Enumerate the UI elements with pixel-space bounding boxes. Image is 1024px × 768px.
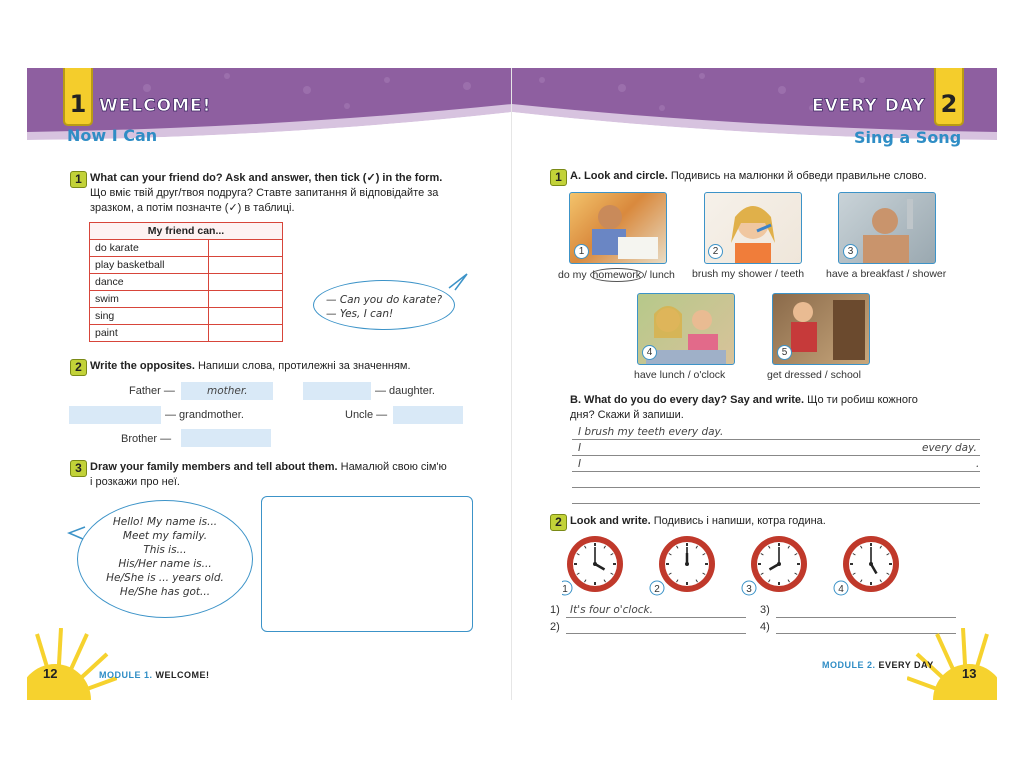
tick-cell[interactable]: [209, 257, 283, 274]
table-cell-activity: play basketball: [90, 257, 209, 274]
spine-divider: [511, 68, 512, 700]
page-number: 12: [43, 666, 58, 681]
sentence-end: every day.: [922, 442, 977, 454]
unit-title: WELCOME!: [99, 96, 212, 116]
sample-answer: It's four o'clock.: [570, 604, 653, 616]
module-title: EVERY DAY: [878, 660, 934, 670]
exercise-2-instruction: [570, 514, 980, 529]
photo-number: 4: [642, 345, 657, 360]
bubble-tail: [67, 523, 87, 545]
instruction-bold: Write the opposites.: [90, 360, 195, 372]
footer-module: [99, 670, 210, 680]
unit-title: EVERY DAY: [812, 96, 926, 116]
sample-answer: mother.: [207, 385, 248, 397]
caption-suffix: / lunch: [643, 269, 675, 281]
tick-cell[interactable]: [209, 325, 283, 342]
writing-line[interactable]: [572, 439, 980, 440]
dialogue-question: — Can you do karate?: [326, 294, 443, 306]
sentence-start: I: [578, 458, 582, 470]
answer-line[interactable]: [776, 617, 956, 618]
exercise-number: 2: [70, 359, 87, 376]
table-cell-activity: sing: [90, 308, 209, 325]
tick-cell[interactable]: [209, 308, 283, 325]
writing-line[interactable]: [572, 503, 980, 504]
tick-cell[interactable]: [209, 291, 283, 308]
page-number: 13: [962, 666, 977, 681]
friend-can-table: [89, 222, 283, 342]
clock-face: [659, 536, 715, 592]
textbook-spread: [27, 68, 997, 700]
instruction-line: зразком, а потім позначте (✓) в таблиці.: [90, 202, 295, 214]
exercise-number: 1: [70, 171, 87, 188]
photo-number: 5: [777, 345, 792, 360]
grandmother-label: — grandmother.: [165, 409, 244, 421]
instruction-rest: Напиши слова, протилежні за значенням.: [197, 360, 411, 372]
sentence-end: .: [976, 458, 980, 470]
answer-label: 2): [550, 621, 560, 633]
unit-number-badge: 1: [63, 68, 93, 126]
right-page: [512, 68, 997, 700]
exercise-number: 2: [550, 514, 567, 531]
instruction-bold: Draw your family members and tell about them.: [90, 461, 338, 473]
answer-line[interactable]: [566, 633, 746, 634]
table-row: [90, 257, 283, 274]
instruction-bold: Look and write.: [570, 515, 651, 527]
instruction-rest: Подивись і напиши, котра година.: [653, 515, 826, 527]
instruction-rest: Подивись на малюнки й обведи правильне слово.: [670, 170, 927, 182]
clock-number: 2: [654, 584, 660, 595]
exercise-2-instruction: [90, 359, 490, 374]
module-label: MODULE 2.: [822, 660, 876, 670]
instruction-line: дня? Скажи й запиши.: [570, 409, 684, 421]
table-cell-activity: dance: [90, 274, 209, 291]
dialogue-answer: — Yes, I can!: [326, 308, 394, 320]
exercise-1a-instruction: [570, 169, 980, 184]
table-row: [90, 274, 283, 291]
bubble-tail: [447, 272, 469, 292]
clock-face: [567, 536, 623, 592]
answer-field[interactable]: [69, 406, 161, 424]
right-header: [512, 68, 997, 146]
prompt-line: He/She has got...: [119, 586, 211, 598]
instruction-bold: A. Look and circle.: [570, 170, 668, 182]
table-row: [90, 240, 283, 257]
instruction-bold: What can your friend do? Ask and answer, then tick (✓) in the form.: [90, 172, 443, 184]
module-title: WELCOME!: [155, 670, 210, 680]
father-label: Father —: [129, 385, 175, 397]
drawing-area[interactable]: [261, 496, 473, 632]
writing-line[interactable]: [572, 487, 980, 488]
table-cell-activity: do karate: [90, 240, 209, 257]
exercise-1-instruction: [90, 171, 490, 216]
prompt-line: He/She is ... years old.: [106, 572, 224, 584]
clock-face: [843, 536, 899, 592]
left-header: [27, 68, 512, 146]
prompt-line: Hello! My name is...: [112, 516, 218, 528]
sun-decoration: [27, 628, 117, 700]
section-subtitle: Now I Can: [67, 126, 158, 145]
clock-row: [562, 534, 962, 598]
clock-number: 1: [562, 584, 568, 595]
answer-label: 1): [550, 604, 560, 616]
tick-cell[interactable]: [209, 240, 283, 257]
tick-cell[interactable]: [209, 274, 283, 291]
photo-number: 3: [843, 244, 858, 259]
answer-field[interactable]: [181, 429, 271, 447]
exercise-number: 3: [70, 460, 87, 477]
instruction-rest: Намалюй свою сім'ю: [340, 461, 447, 473]
exercise-number: 1: [550, 169, 567, 186]
exercise-1b-instruction: [570, 393, 980, 423]
dialogue-bubble: [313, 280, 455, 330]
section-subtitle: Sing a Song: [854, 128, 962, 147]
photo-caption: have a breakfast / shower: [826, 268, 947, 280]
answer-label: 4): [760, 621, 770, 633]
exercise-3-instruction: [90, 460, 490, 490]
sentence-start: I: [578, 442, 582, 454]
photo-caption: brush my shower / teeth: [692, 268, 805, 280]
photo-number: 1: [574, 244, 589, 259]
photo-caption: have lunch / o'clock: [634, 369, 726, 381]
sample-sentence: I brush my teeth every day.: [578, 426, 724, 438]
clock-face: [751, 536, 807, 592]
answer-field[interactable]: [393, 406, 463, 424]
photo-number: 2: [708, 244, 723, 259]
answer-label: 3): [760, 604, 770, 616]
table-row: [90, 325, 283, 342]
left-page: [27, 68, 512, 700]
unit-number-badge: 2: [934, 68, 964, 126]
clock-number: 3: [746, 584, 752, 595]
footer-module: [822, 660, 934, 670]
prompt-line: Meet my family.: [122, 530, 208, 542]
instruction-line: Що вміє твій друг/твоя подруга? Ставте запитання й відповідайте за: [90, 187, 439, 199]
table-cell-activity: swim: [90, 291, 209, 308]
instruction-bold: B. What do you do every day? Say and write.: [570, 394, 805, 406]
writing-line[interactable]: [572, 455, 980, 456]
speech-bubble-prompts: [77, 500, 253, 618]
caption-prefix: do my: [558, 269, 590, 281]
instruction-line: і розкажи про неї.: [90, 476, 180, 488]
answer-field[interactable]: [303, 382, 371, 400]
prompt-line: This is...: [143, 544, 187, 556]
brother-label: Brother —: [121, 433, 172, 445]
photo-caption: get dressed / school: [767, 369, 861, 381]
instruction-rest: Що ти робиш кожного: [807, 394, 918, 406]
clock-number: 4: [838, 584, 844, 595]
daughter-label: — daughter.: [375, 385, 435, 397]
table-header: My friend can...: [90, 223, 283, 240]
uncle-label: Uncle —: [345, 409, 388, 421]
circled-word[interactable]: homework: [590, 268, 644, 282]
table-cell-activity: paint: [90, 325, 209, 342]
writing-line[interactable]: [572, 471, 980, 472]
table-row: [90, 308, 283, 325]
prompt-line: His/Her name is...: [118, 558, 212, 570]
answer-line[interactable]: [566, 617, 746, 618]
photo-caption: [558, 268, 675, 282]
table-row: [90, 291, 283, 308]
module-label: MODULE 1.: [99, 670, 153, 680]
